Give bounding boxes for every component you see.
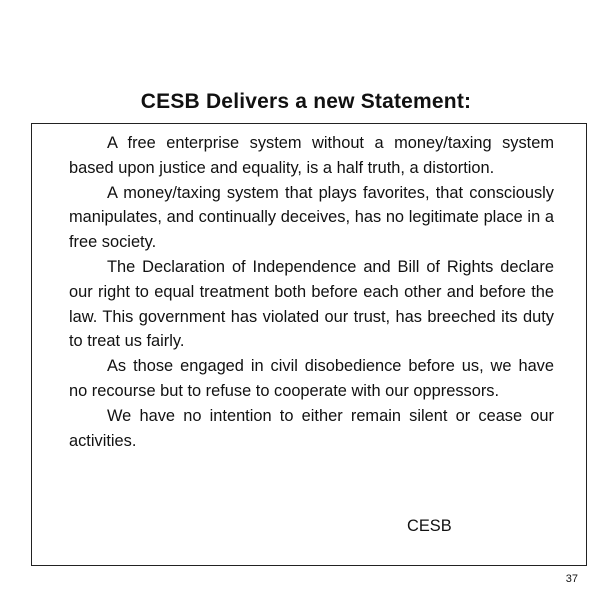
paragraph-1: A free enterprise system without a money/taxing system based upon justice and equality, is a half truth, a distortion. [69,134,554,177]
paragraph-3: The Declaration of Independence and Bill of Rights declare our right to equal treatment both before each other and before the law. This government has violated our trust, has breeched its duty to treat us fairly. [69,257,554,351]
signature: CESB [407,517,452,535]
paragraph-4: As those engaged in civil disobedience before us, we have no recourse but to refuse to cooperate with our oppressors. [69,357,554,400]
page-number: 37 [565,573,578,585]
statement-box [31,123,587,566]
statement-body [69,131,554,453]
statement-title: CESB Delivers a new Statement: [140,90,472,113]
paragraph-5: We have no intention to either remain silent or cease our activities. [69,406,554,450]
paragraph-2: A money/taxing system that plays favorites, that consciously manipulates, and continually deceives, has no legitimate place in a free society. [69,183,554,252]
